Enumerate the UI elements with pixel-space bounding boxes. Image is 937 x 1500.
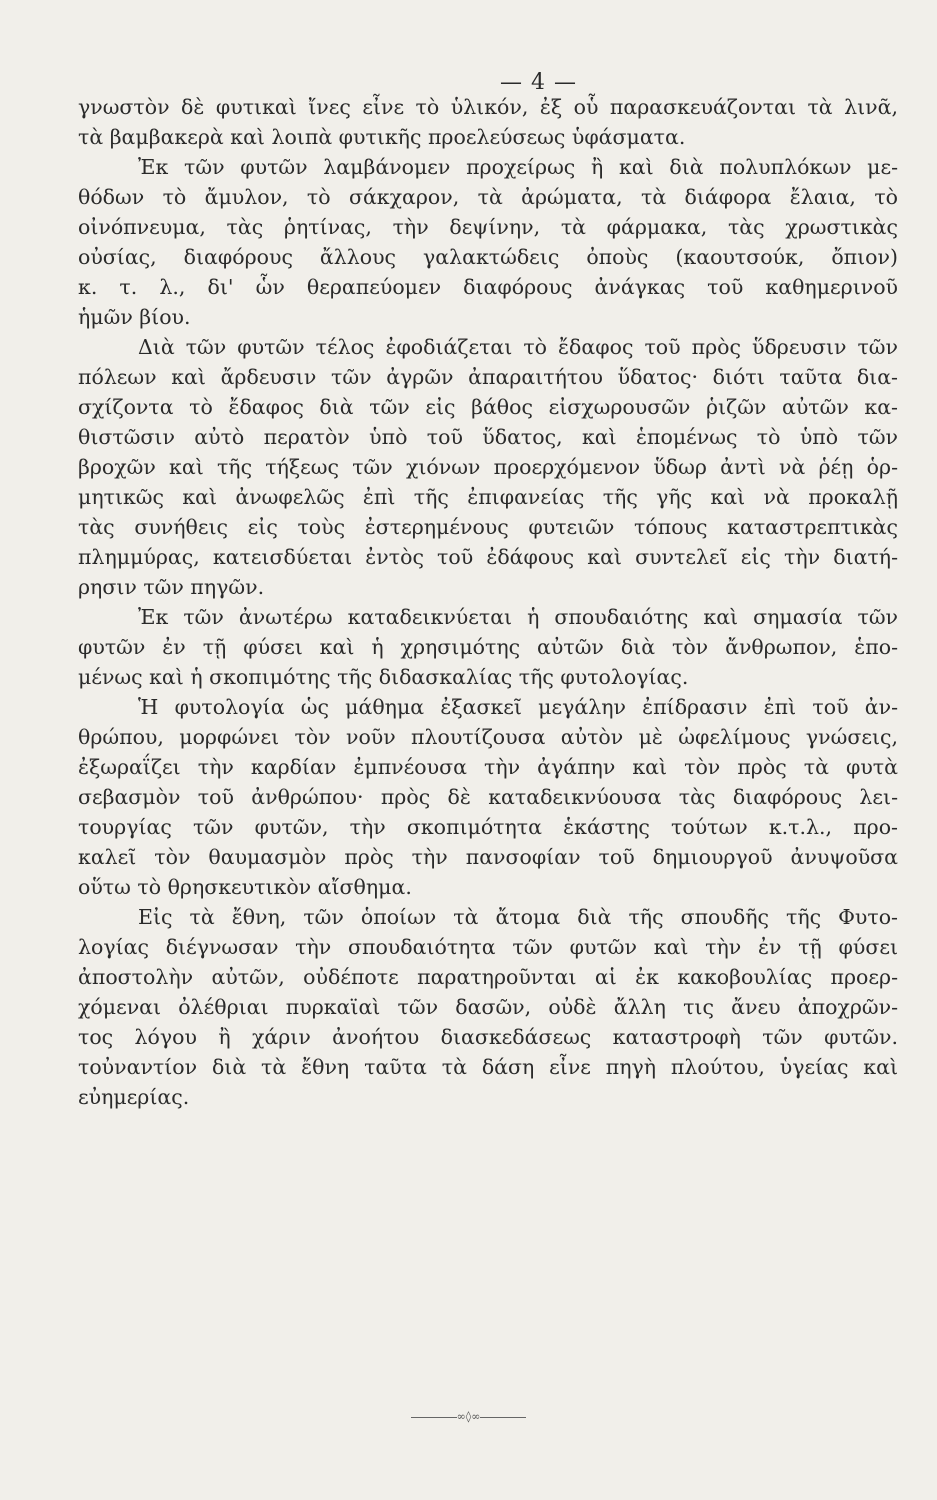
text-line: Ἐκ τῶν ἀνωτέρω καταδεικνύεται ἡ σπουδαιότης καὶ σημασία τῶν: [138, 605, 898, 629]
text-line: λογίας διέγνωσαν τὴν σπουδαιότητα τῶν φυτῶν καὶ τὴν ἐν τῇ φύσει: [78, 935, 898, 959]
text-line: καλεῖ τὸν θαυμασμὸν πρὸς τὴν πανσοφίαν τοῦ δημιουργοῦ ἀνυψοῦσα: [78, 845, 898, 869]
text-line: Ἡ φυτολογία ὡς μάθημα ἐξασκεῖ μεγάλην ἐπίδρασιν ἐπὶ τοῦ ἀν-: [138, 695, 898, 719]
ornament-glyph: ∞◊∞: [456, 1410, 481, 1423]
text-line: ἀποστολὴν αὐτῶν, οὐδέποτε παρατηροῦνται αἱ ἐκ κακοβουλίας προερ-: [78, 965, 898, 989]
text-line: μητικῶς καὶ ἀνωφελῶς ἐπὶ τῆς ἐπιφανείας τῆς γῆς καὶ νὰ προκαλῇ: [78, 485, 898, 509]
text-line: πλημμύρας, κατεισδύεται ἐντὸς τοῦ ἐδάφους καὶ συντελεῖ εἰς τὴν διατή-: [78, 545, 898, 569]
text-line: θιστῶσιν αὐτὸ περατὸν ὑπὸ τοῦ ὕδατος, καὶ ἑπομένως τὸ ὑπὸ τῶν: [78, 425, 898, 449]
text-line: ἡμῶν βίου.: [78, 305, 191, 329]
text-line: οἰνόπνευμα, τὰς ῥητίνας, τὴν δεψίνην, τὰ φάρμακα, τὰς χρωστικὰς: [78, 215, 898, 239]
text-line: πόλεων καὶ ἄρδευσιν τῶν ἀγρῶν ἀπαραιτήτου ὕδατος· διότι ταῦτα δια-: [78, 365, 898, 389]
text-line: οὕτω τὸ θρησκευτικὸν αἴσθημα.: [78, 875, 412, 899]
body-text: [78, 92, 898, 1112]
text-line: τὰ βαμβακερὰ καὶ λοιπὰ φυτικῆς προελεύσεως ὑφάσματα.: [78, 125, 686, 149]
text-line: τουργίας τῶν φυτῶν, τὴν σκοπιμότητα ἑκάστης τούτων κ.τ.λ., προ-: [78, 815, 898, 839]
text-line: βροχῶν καὶ τῆς τήξεως τῶν χιόνων προερχόμενον ὕδωρ ἀντὶ νὰ ῥέῃ ὁρ-: [78, 455, 898, 479]
text-line: χόμεναι ὀλέθριαι πυρκαϊαὶ τῶν δασῶν, οὐδὲ ἄλλη τις ἄνευ ἀποχρῶν-: [78, 995, 898, 1019]
text-line: ρησιν τῶν πηγῶν.: [78, 575, 265, 599]
text-line: θόδων τὸ ἄμυλον, τὸ σάκχαρον, τὰ ἀρώματα, τὰ διάφορα ἔλαια, τὸ: [78, 185, 898, 209]
page-number: — 4 —: [500, 70, 577, 95]
text-line: Εἰς τὰ ἔθνη, τῶν ὁποίων τὰ ἄτομα διὰ τῆς σπουδῆς τῆς Φυτο-: [138, 905, 898, 929]
text-line: τὰς συνήθεις εἰς τοὺς ἐστερημένους φυτειῶν τόπους καταστρεπτικὰς: [78, 515, 898, 539]
ornament-divider: [0, 1410, 937, 1423]
text-line: σεβασμὸν τοῦ ἀνθρώπου· πρὸς δὲ καταδεικνύουσα τὰς διαφόρους λει-: [78, 785, 898, 809]
text-line: Ἐκ τῶν φυτῶν λαμβάνομεν προχείρως ἢ καὶ διὰ πολυπλόκων με-: [138, 155, 898, 179]
text-line: εὐημερίας.: [78, 1085, 190, 1109]
text-line: τος λόγου ἢ χάριν ἀνοήτου διασκεδάσεως καταστροφὴ τῶν φυτῶν.: [78, 1025, 898, 1049]
text-line: γνωστὸν δὲ φυτικαὶ ἴνες εἶνε τὸ ὑλικόν, ἐξ οὗ παρασκευάζονται τὰ λινᾶ,: [78, 95, 898, 119]
ornament-rule-right: [480, 1417, 526, 1418]
text-line: μένως καὶ ἡ σκοπιμότης τῆς διδασκαλίας τῆς φυτολογίας.: [78, 665, 689, 689]
text-line: σχίζοντα τὸ ἔδαφος διὰ τῶν εἰς βάθος εἰσχωρουσῶν ῥιζῶν αὐτῶν κα-: [78, 395, 898, 419]
text-line: Διὰ τῶν φυτῶν τέλος ἐφοδιάζεται τὸ ἔδαφος τοῦ πρὸς ὕδρευσιν τῶν: [138, 335, 898, 359]
ornament-rule-left: [411, 1417, 457, 1418]
text-line: τοὐναντίον διὰ τὰ ἔθνη ταῦτα τὰ δάση εἶνε πηγὴ πλούτου, ὑγείας καὶ: [78, 1055, 898, 1079]
text-line: ἐξωραΐζει τὴν καρδίαν ἐμπνέουσα τὴν ἀγάπην καὶ τὸν πρὸς τὰ φυτὰ: [78, 755, 898, 779]
text-line: φυτῶν ἐν τῇ φύσει καὶ ἡ χρησιμότης αὐτῶν διὰ τὸν ἄνθρωπον, ἑπο-: [78, 635, 898, 659]
text-line: οὐσίας, διαφόρους ἄλλους γαλακτώδεις ὀποὺς (καουτσούκ, ὄπιον): [78, 245, 898, 269]
text-line: θρώπου, μορφώνει τὸν νοῦν πλουτίζουσα αὐτὸν μὲ ὠφελίμους γνώσεις,: [78, 725, 898, 749]
text-line: κ. τ. λ., δι' ὧν θεραπεύομεν διαφόρους ἀνάγκας τοῦ καθημερινοῦ: [78, 275, 898, 299]
